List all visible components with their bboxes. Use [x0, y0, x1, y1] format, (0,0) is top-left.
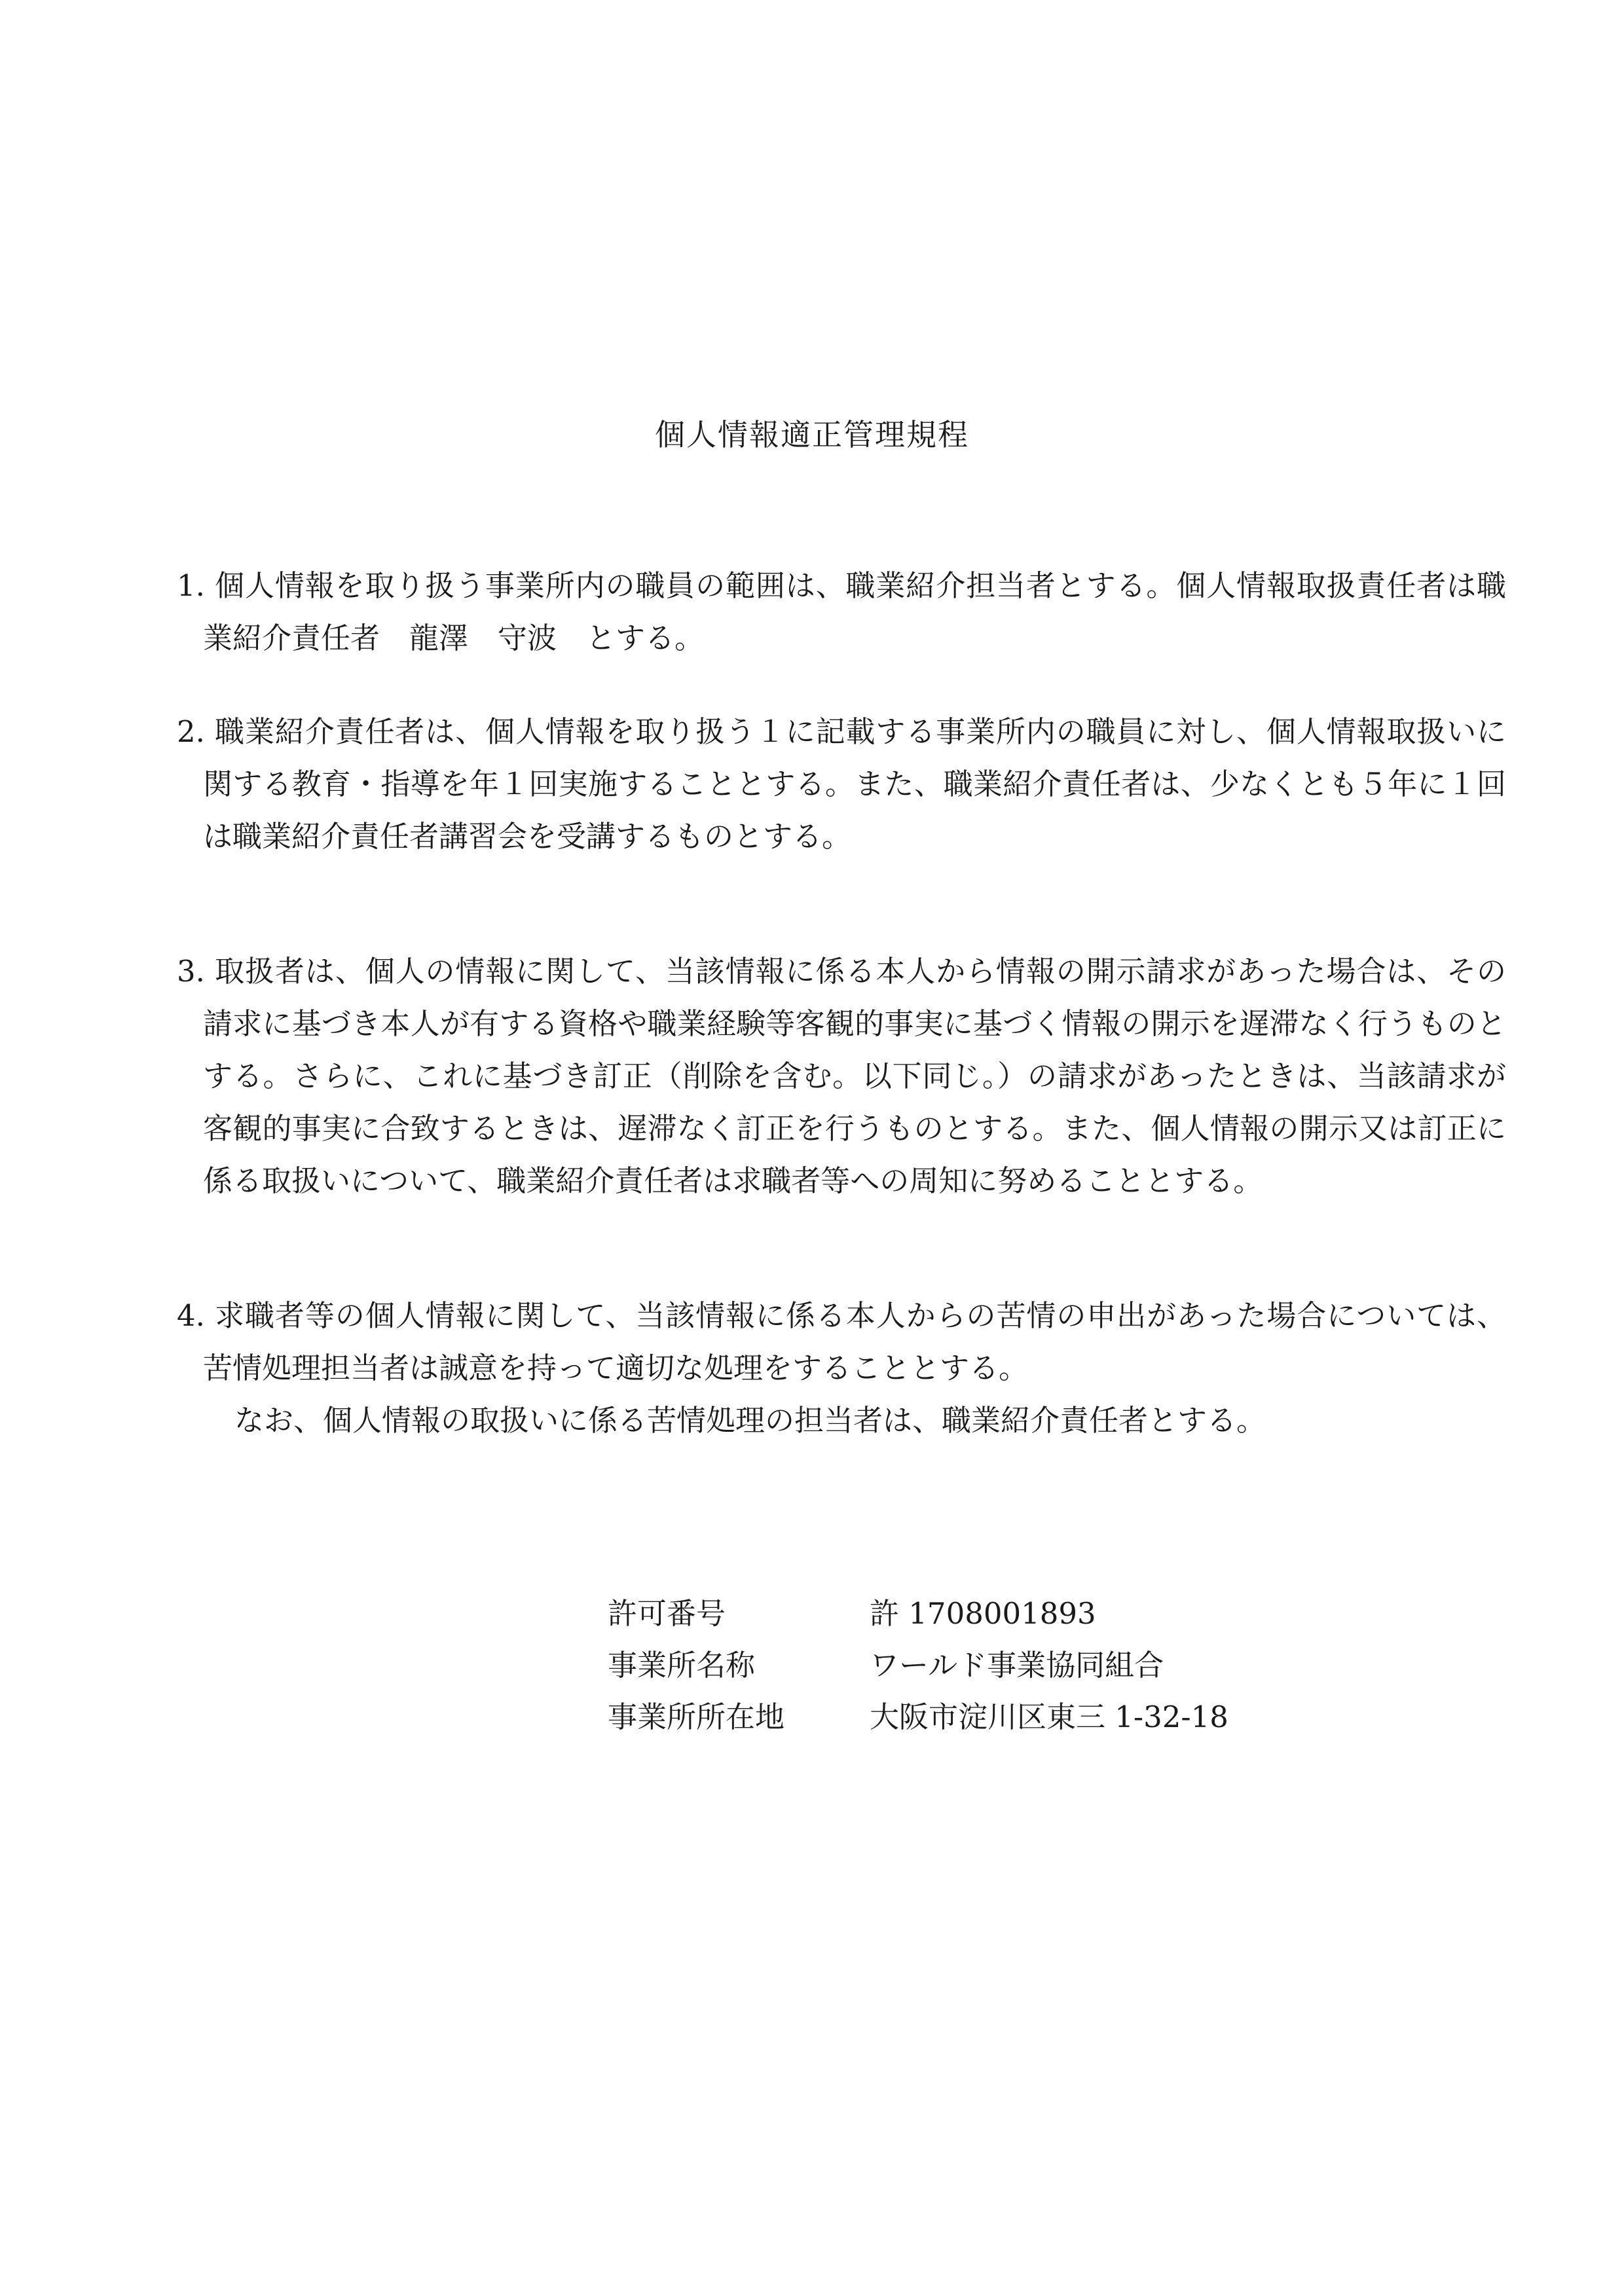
- clause-2: [177, 706, 1506, 863]
- office-address-value: 大阪市淀川区東三 1-32-18: [870, 1700, 1228, 1734]
- clause-4-note: なお、個人情報の取扱いに係る苦情処理の担当者は、職業紹介責任者とする。: [234, 1403, 1266, 1438]
- info-row-permit: [608, 1588, 1228, 1639]
- office-name-value: ワールド事業協同組合: [870, 1648, 1164, 1683]
- clause-1: [177, 560, 1506, 665]
- business-info: [608, 1588, 1228, 1743]
- info-row-address: [608, 1691, 1228, 1743]
- clause-3-text: 3. 取扱者は、個人の情報に関して、当該情報に係る本人から情報の開示請求があった場合は、その請求に基づき本人が有する資格や職業経験等客観的事実に基づく情報の開示を遅滞なく行うものとする。さらに、これに基づき訂正（削除を含む。以下同じ。）の請求があったときは、当該請求が客観的事実に合致するときは、遅滞なく訂正を行うものとする。また、個人情報の開示又は訂正に係る取扱いについて、職業紹介責任者は求職者等への周知に努めることとする。: [177, 954, 1506, 1198]
- clause-4-text: 4. 求職者等の個人情報に関して、当該情報に係る本人からの苦情の申出があった場合については、苦情処理担当者は誠意を持って適切な処理をすることとする。: [177, 1298, 1506, 1385]
- clause-4: [177, 1290, 1506, 1447]
- clause-1-text: 1. 個人情報を取り扱う事業所内の職員の範囲は、職業紹介担当者とする。個人情報取扱責任者は職業紹介責任者 龍澤 守波 とする。: [177, 568, 1506, 655]
- office-address-label: 事業所所在地: [608, 1700, 785, 1734]
- clause-3: [177, 945, 1506, 1207]
- clause-2-text: 2. 職業紹介責任者は、個人情報を取り扱う１に記載する事業所内の職員に対し、個人情報取扱いに関する教育・指導を年１回実施することとする。また、職業紹介責任者は、少なくとも５年に１回は職業紹介責任者講習会を受講するものとする。: [177, 714, 1506, 854]
- document-title: 個人情報適正管理規程: [655, 417, 969, 452]
- permit-number-value: 許 1708001893: [870, 1596, 1096, 1631]
- info-row-name: [608, 1639, 1228, 1691]
- permit-number-label: 許可番号: [608, 1596, 726, 1631]
- office-name-label: 事業所名称: [608, 1648, 756, 1683]
